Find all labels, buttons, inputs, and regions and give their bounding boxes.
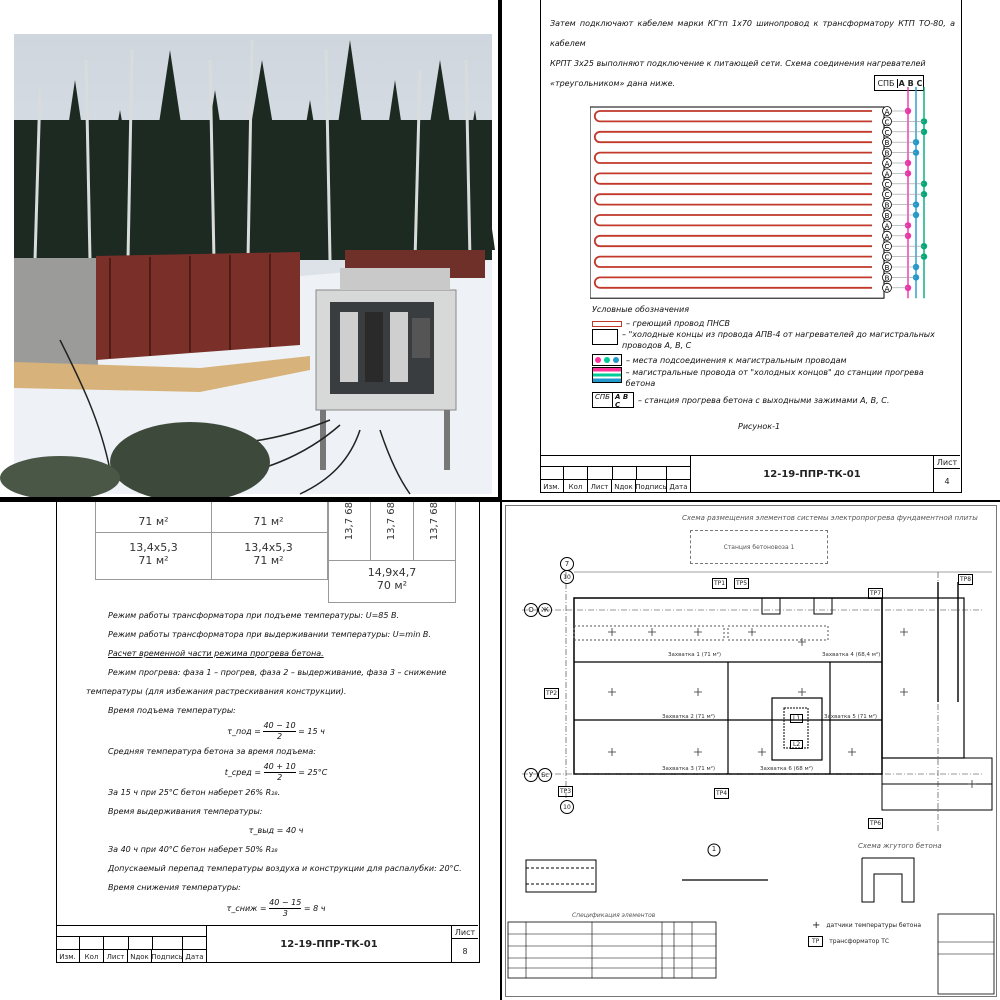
zone-label: Захватка 6 (68 м²) <box>760 766 814 772</box>
title-block: Изм. Кол Лист Nдок Подпись Дата 12-19-ППР-ТК-01 Лист 8 <box>56 925 478 963</box>
axis-bubble: Бс <box>538 768 552 782</box>
formula-3: τ_выд = 40 ч <box>248 826 304 835</box>
foundation-plan-page <box>502 502 1000 1000</box>
zone-label: Захватка 5 (71 м²) <box>824 714 878 720</box>
section-title: Схема жгутого бетона <box>858 842 942 850</box>
sensor-cross <box>608 748 616 756</box>
phase-letter: В <box>884 274 890 283</box>
sensor-cross <box>848 748 856 756</box>
heating-loop <box>595 277 872 287</box>
phase-letter: А <box>884 232 890 241</box>
formula-1: τ_под = $\frac{40 - 10}{2}$ = 15 ч <box>227 720 325 741</box>
tp-label: ТР1 <box>714 580 726 587</box>
l-label: L1 <box>790 714 803 723</box>
connection-swatch <box>592 354 622 366</box>
heating-loop <box>595 257 872 267</box>
formula-2: t_сред = $\frac{40 + 10}{2}$ = 25°С <box>224 761 328 782</box>
zone-label: Захватка 1 (71 м²) <box>668 652 722 658</box>
phase-letter: А <box>884 160 890 168</box>
phase-letter: С <box>884 243 890 252</box>
axis-bubble: О <box>524 603 538 617</box>
heating-loop <box>595 236 872 246</box>
table-cell: 13,4х5,3 71 м² <box>210 533 328 580</box>
phase-letter: А <box>884 170 890 179</box>
sensor-cross <box>748 628 756 636</box>
legend-item-heating-wire: – греющий провод ПНСВ <box>592 318 952 329</box>
main-wires-swatch <box>592 367 622 383</box>
table-cell: 13,4х5,3 71 м² <box>95 533 212 580</box>
axis-bubble: 10 <box>560 800 574 814</box>
tp-label: ТР5 <box>736 580 748 587</box>
zones-table <box>95 502 455 602</box>
station-box: Станция бетоновоза 1 <box>690 530 828 564</box>
heating-wire-diagram <box>590 85 930 305</box>
heating-scheme-page <box>502 0 1000 500</box>
tp-label: ТР8 <box>960 576 972 583</box>
sensor-cross <box>694 688 702 696</box>
sensor-cross <box>608 688 616 696</box>
sensor-cross <box>758 748 766 756</box>
vertical-cells: 13,7 68 13,7 68 13,7 68 <box>328 502 456 561</box>
plan-title: Схема размещения элементов системы электропрогрева фундаментной плиты <box>682 514 978 522</box>
phase-letter: В <box>884 212 890 220</box>
sensor-cross <box>608 628 616 636</box>
heating-loop <box>595 215 872 225</box>
table-cell: 71 м² <box>95 502 212 533</box>
heating-wire-swatch <box>592 321 622 327</box>
sensor-cross <box>798 638 806 646</box>
axis-bubble: Ж <box>538 603 552 617</box>
table-cell-wide: 14,9х4,7 70 м² <box>328 560 456 603</box>
phase-letter: С <box>884 180 890 189</box>
node-number: 1 <box>711 845 717 853</box>
title-block: Изм. Кол Лист Nдок Подпись Дата 12-19-ППР-ТК-01 Лист 4 <box>540 455 960 493</box>
phase-letter: С <box>884 128 890 137</box>
tp-label: ТР2 <box>546 690 558 697</box>
axis-bubble: 10 <box>560 570 574 584</box>
phase-letter: В <box>884 201 890 210</box>
cross-icon: + <box>812 920 821 931</box>
calc-text: Режим работы трансформатора при подъеме температуры: U=85 В. Режим работы трансформатора при выдерживании температуры: U=min В. Расчет временной части режима прогрева бетона. Режим прогрева: фаза 1 – прогрев, фаза 2 – выдерживание, фаза 3 – снижение температуры (для избежания растрескивания конструкции). Время подъема температуры: τ_под = $\frac{40 - 10}{2}$ = 15 ч Средняя температура бетона за время подъема: t_сред = $\frac{40 + 10}{2}$ = 25°С За 15 ч при 25°С бетон наберет 26% R₂₈. Время выдерживания температуры: τ_выд = 40 ч За 40 ч при 40°С бетон наберет 50% R₂₈ Допускаемый перепад температуры воздуха и конструкции для распалубки: 20°С. Время снижения температуры: τ_сниж = $\frac{40 - 15}{3}$ = 8 ч <box>86 606 466 919</box>
formula-4: τ_сниж = $\frac{40 - 15}{3}$ = 8 ч <box>226 897 326 918</box>
sensor-cross <box>900 628 908 636</box>
legend-tp: ТР трансформатор ТС <box>808 936 889 947</box>
construction-site-photo <box>0 0 500 500</box>
phase-letter: В <box>884 264 890 272</box>
tp-label: ТР7 <box>870 590 882 597</box>
figure-caption: Рисунок-1 <box>738 422 781 431</box>
legend-item-main-wires: – магистральные провода от "холодных концов" до станции прогрева бетона <box>592 367 952 391</box>
tp-label: ТР6 <box>870 820 882 827</box>
sensor-cross <box>798 688 806 696</box>
legend-item-station: СПБ А В С – станция прогрева бетона с выходными зажимами А, В, С. <box>592 391 952 409</box>
l-label: L2 <box>790 740 803 749</box>
doc-code: 12-19-ППР-ТК-01 <box>691 456 934 493</box>
legend-item-cold-ends: – "холодные концы из провода АПВ-4 от нагревателей до магистральных проводов А, В, С <box>592 329 952 353</box>
doc-code: 12-19-ППР-ТК-01 <box>207 926 452 963</box>
heating-loop <box>595 173 872 183</box>
phase-letter: С <box>884 118 890 127</box>
tp-label: ТР4 <box>716 790 728 797</box>
zone-label: Захватка 4 (68,4 м²) <box>822 652 881 658</box>
sensor-cross <box>648 628 656 636</box>
spec-caption: Спецификация элементов <box>572 912 656 919</box>
phase-letter: В <box>884 139 890 148</box>
axis-bubble: 7 <box>560 557 574 571</box>
cold-ends-swatch <box>592 329 618 345</box>
phase-letter: С <box>884 191 890 200</box>
phase-letter: А <box>884 222 890 231</box>
phase-letter: В <box>884 149 890 158</box>
legend-item-connection: – места подсоединения к магистральным проводам <box>592 353 952 367</box>
plan-drawing <box>502 502 1000 1000</box>
sensor-cross <box>968 780 976 788</box>
photo-illustration <box>0 0 500 500</box>
calculation-page <box>0 502 500 1000</box>
legend-sensor: + датчики температуры бетона <box>812 920 922 931</box>
phase-letter: А <box>884 108 890 116</box>
zone-label: Захватка 3 (71 м²) <box>662 766 716 772</box>
heating-loop <box>595 194 872 204</box>
heating-loop <box>595 153 872 163</box>
phase-letter: С <box>884 253 890 262</box>
heating-loop <box>595 132 872 142</box>
phase-letter: А <box>884 284 890 293</box>
legend <box>592 318 952 409</box>
intro-text: Затем подключают кабелем марки КГтп 1х70 шинопровод к трансформатору КТП ТО-80, а кабелем КРПТ 3х25 выполняют подключение к питающей сети. Схема соединения нагревателей «треугольником» дана ниже. <box>550 19 955 88</box>
sensor-cross <box>900 688 908 696</box>
sensor-cross <box>694 628 702 636</box>
table-cell: 71 м² <box>210 502 328 533</box>
tp-label: ТР3 <box>560 788 572 795</box>
sensor-cross <box>694 748 702 756</box>
station-swatch: СПБ А В С <box>592 392 634 408</box>
station-box: СПБ А В С <box>874 75 924 91</box>
legend-title: Условные обозначения <box>592 305 690 314</box>
axis-bubble: У <box>524 768 538 782</box>
heating-frame <box>590 107 884 298</box>
heating-loop <box>595 111 872 121</box>
zone-label: Захватка 2 (71 м²) <box>662 714 716 720</box>
